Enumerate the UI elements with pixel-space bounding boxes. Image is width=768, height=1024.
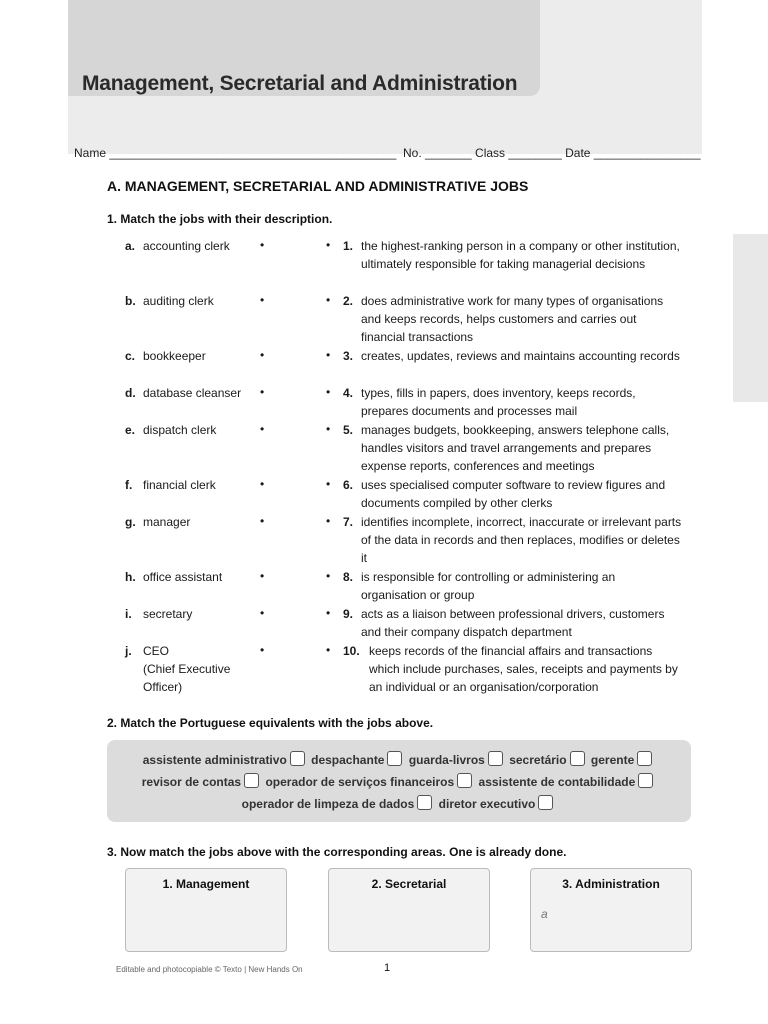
area-title: 2. Secretarial — [371, 877, 447, 891]
terms-row — [107, 795, 691, 811]
job-letter: c. — [125, 349, 136, 363]
question-2-text: Match the Portuguese equivalents with the jobs above. — [120, 716, 434, 730]
term-checkbox[interactable] — [417, 795, 432, 810]
right-match-dot[interactable]: • — [326, 643, 331, 657]
job-item — [125, 605, 192, 623]
footer-copyright: Editable and photocopiable © Texto | New Hands On — [116, 965, 303, 974]
term-label: operador de limpeza de dados — [241, 797, 415, 811]
question-1 — [107, 212, 332, 226]
left-match-dot[interactable]: • — [260, 422, 265, 436]
description-number: 9. — [343, 607, 354, 621]
job-letter: d. — [125, 386, 136, 400]
job-item — [125, 384, 241, 402]
question-3 — [107, 845, 566, 859]
term-checkbox[interactable] — [290, 751, 305, 766]
job-item — [125, 642, 230, 696]
question-3-number: 3. — [107, 845, 118, 859]
job-label: bookkeeper — [143, 349, 206, 363]
term-checkbox[interactable] — [244, 773, 259, 788]
description-text: creates, updates, reviews and maintains accounting records — [361, 349, 680, 363]
term-label: assistente administrativo — [142, 753, 287, 767]
area-title: 1. Management — [162, 877, 250, 891]
portuguese-terms-box — [107, 740, 691, 822]
job-letter: h. — [125, 570, 136, 584]
term-label: gerente — [590, 753, 635, 767]
area-title: 3. Administration — [562, 877, 660, 891]
job-item — [125, 292, 214, 310]
term-checkbox[interactable] — [570, 751, 585, 766]
description-number: 3. — [343, 349, 354, 363]
right-match-dot[interactable]: • — [326, 569, 331, 583]
description-text: does administrative work for many types of organisations and keeps records, helps customers and carries out financial transactions — [361, 294, 664, 344]
left-match-dot[interactable]: • — [260, 643, 265, 657]
job-letter: f. — [125, 478, 133, 492]
area-box-management[interactable] — [125, 868, 287, 952]
job-item — [125, 513, 190, 531]
job-item — [125, 568, 222, 586]
description-item — [343, 605, 683, 641]
question-3-text: Now match the jobs above with the corresponding areas. One is already done. — [120, 845, 567, 859]
right-match-dot[interactable]: • — [326, 293, 331, 307]
description-text: manages budgets, bookkeeping, answers telephone calls, handles visitors and travel arrangements and prepares expense reports, conferences and meetings — [361, 423, 670, 473]
term-checkbox[interactable] — [457, 773, 472, 788]
term-label: despachante — [311, 753, 385, 767]
job-letter: g. — [125, 515, 136, 529]
term-label: revisor de contas — [141, 775, 242, 789]
job-label: accounting clerk — [143, 239, 230, 253]
description-item — [343, 421, 683, 475]
page-title: Management, Secretarial and Administration — [82, 72, 518, 95]
description-number: 10. — [343, 644, 360, 658]
job-label: office assistant — [143, 570, 223, 584]
job-letter: b. — [125, 294, 136, 308]
right-match-dot[interactable]: • — [326, 238, 331, 252]
left-match-dot[interactable]: • — [260, 348, 265, 362]
job-label: manager — [143, 515, 191, 529]
job-item — [125, 237, 230, 255]
left-match-dot[interactable]: • — [260, 569, 265, 583]
left-match-dot[interactable]: • — [260, 606, 265, 620]
description-item — [343, 347, 683, 365]
term-checkbox[interactable] — [637, 751, 652, 766]
job-letter: i. — [125, 607, 132, 621]
job-item — [125, 347, 206, 365]
description-text: the highest-ranking person in a company or other institution, ultimately responsible for taking managerial decisions — [361, 239, 680, 271]
question-2 — [107, 716, 433, 730]
term-checkbox[interactable] — [488, 751, 503, 766]
name-line: Name ___________________________________________ No. _______ Class ________ Date ________________ — [74, 146, 701, 160]
description-number: 5. — [343, 423, 354, 437]
description-text: keeps records of the financial affairs and transactions which include purchases, sales, receipts and payments by an individual or an organisation/corporation — [369, 644, 678, 694]
description-text: acts as a liaison between professional drivers, customers and their company dispatch department — [361, 607, 665, 639]
page-number: 1 — [384, 962, 391, 974]
term-checkbox[interactable] — [538, 795, 553, 810]
question-2-number: 2. — [107, 716, 118, 730]
job-label: secretary — [143, 607, 193, 621]
question-1-number: 1. — [107, 212, 118, 226]
left-match-dot[interactable]: • — [260, 477, 265, 491]
term-checkbox[interactable] — [387, 751, 402, 766]
left-match-dot[interactable]: • — [260, 293, 265, 307]
description-number: 7. — [343, 515, 354, 529]
job-item — [125, 421, 216, 439]
description-item — [343, 384, 683, 420]
job-letter: e. — [125, 423, 136, 437]
term-label: diretor executivo — [438, 797, 536, 811]
right-match-dot[interactable]: • — [326, 422, 331, 436]
right-match-dot[interactable]: • — [326, 477, 331, 491]
description-number: 4. — [343, 386, 354, 400]
description-item — [343, 237, 683, 273]
description-number: 1. — [343, 239, 354, 253]
description-item — [343, 292, 683, 346]
terms-row — [107, 773, 691, 789]
description-item — [343, 642, 683, 696]
description-text: identifies incomplete, incorrect, inaccurate or irrelevant parts of the data in records and then replaces, modifies or deletes it — [361, 515, 682, 565]
right-match-dot[interactable]: • — [326, 606, 331, 620]
description-number: 2. — [343, 294, 354, 308]
left-match-dot[interactable]: • — [260, 385, 265, 399]
area-box-secretarial[interactable] — [328, 868, 490, 952]
right-match-dot[interactable]: • — [326, 385, 331, 399]
area-box-administration[interactable] — [530, 868, 692, 952]
job-label: dispatch clerk — [143, 423, 217, 437]
job-letter: j. — [125, 644, 132, 658]
job-item — [125, 476, 216, 494]
left-match-dot[interactable]: • — [260, 514, 265, 528]
term-label: secretário — [509, 753, 567, 767]
right-match-dot[interactable]: • — [326, 514, 331, 528]
question-1-text: Match the jobs with their description. — [120, 212, 333, 226]
right-match-dot[interactable]: • — [326, 348, 331, 362]
job-label: auditing clerk — [143, 294, 214, 308]
terms-row — [107, 751, 691, 767]
job-label: database cleanser — [143, 386, 242, 400]
description-item — [343, 476, 683, 512]
description-text: is responsible for controlling or administering an organisation or group — [361, 570, 616, 602]
left-match-dot[interactable]: • — [260, 238, 265, 252]
side-tab — [733, 234, 768, 402]
section-title: A. MANAGEMENT, SECRETARIAL AND ADMINISTRATIVE JOBS — [107, 178, 529, 194]
job-label: CEO (Chief Executive Officer) — [143, 644, 231, 694]
description-text: types, fills in papers, does inventory, keeps records, prepares documents and processes mail — [361, 386, 636, 418]
description-number: 8. — [343, 570, 354, 584]
description-text: uses specialised computer software to review figures and documents compiled by other clerks — [361, 478, 666, 510]
job-letter: a. — [125, 239, 136, 253]
area-answer: a — [541, 907, 548, 921]
description-item — [343, 513, 683, 567]
description-number: 6. — [343, 478, 354, 492]
term-label: operador de serviços financeiros — [265, 775, 455, 789]
term-label: guarda-livros — [408, 753, 485, 767]
description-item — [343, 568, 683, 604]
term-label: assistente de contabilidade — [478, 775, 636, 789]
term-checkbox[interactable] — [638, 773, 653, 788]
job-label: financial clerk — [143, 478, 216, 492]
